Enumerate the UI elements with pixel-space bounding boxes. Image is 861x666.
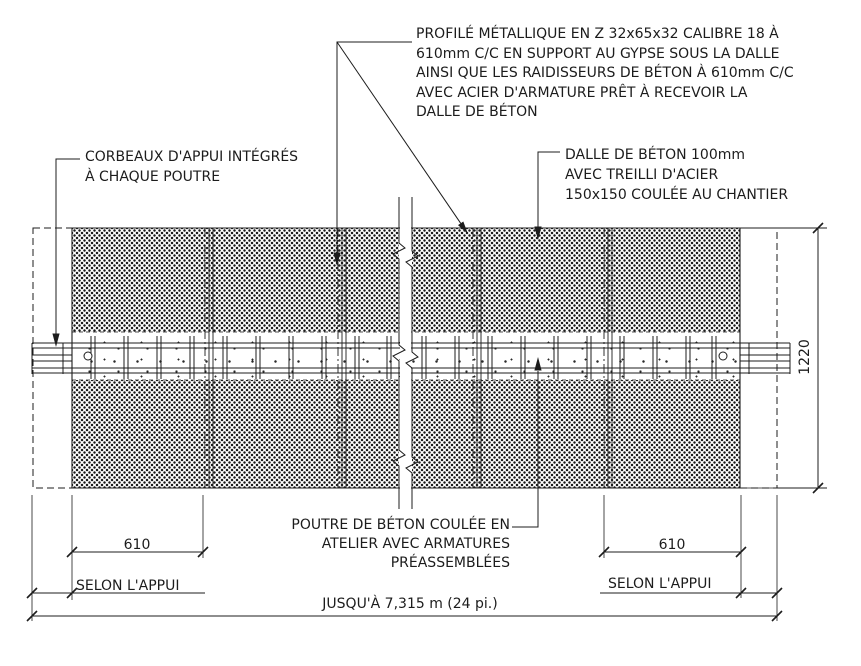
slab-edges xyxy=(72,228,827,488)
note-beam-line: ATELIER AVEC ARMATURES xyxy=(321,536,510,552)
dim-bearing-right: SELON L'APPUI xyxy=(608,576,712,592)
dim-panel-left: 610 xyxy=(123,537,151,553)
note-slab-line: AVEC TREILLI D'ACIER xyxy=(565,167,719,183)
note-corbels xyxy=(85,147,298,187)
break-gap xyxy=(400,196,411,509)
dim-overall-height: 1220 xyxy=(797,339,813,375)
corbel-dowel-left xyxy=(84,352,92,360)
note-profile-line: DALLE DE BÉTON xyxy=(416,104,538,120)
note-beam-line: PRÉASSEMBLÉES xyxy=(390,555,510,571)
note-beam-line: POUTRE DE BÉTON COULÉE EN xyxy=(291,517,510,533)
dim-overall-length: JUSQU'À 7,315 m (24 pi.) xyxy=(322,596,498,612)
note-profile-line: PROFILÉ MÉTALLIQUE EN Z 32x65x32 CALIBRE 18 À xyxy=(416,26,779,42)
note-slab-line: 150x150 COULÉE AU CHANTIER xyxy=(565,187,789,203)
note-corbels-line: À CHAQUE POUTRE xyxy=(85,169,221,185)
note-slab-line: DALLE DE BÉTON 100mm xyxy=(565,147,746,163)
note-beam xyxy=(258,516,510,573)
note-slab xyxy=(565,145,788,205)
note-profile-line: 610mm C/C EN SUPPORT AU GYPSE SOUS LA DALLE xyxy=(416,45,780,62)
note-profile xyxy=(416,25,794,123)
note-corbels-line: CORBEAUX D'APPUI INTÉGRÉS xyxy=(85,149,299,165)
note-profile-line: AINSI QUE LES RAIDISSEURS DE BÉTON À 610mm C/C xyxy=(416,65,794,81)
note-profile-line: AVEC ACIER D'ARMATURE PRÊT À RECEVOIR LA xyxy=(416,84,748,101)
dim-bearing-left: SELON L'APPUI xyxy=(76,578,180,594)
corbel-dowel-right xyxy=(719,352,727,360)
dim-panel-right: 610 xyxy=(658,537,686,553)
